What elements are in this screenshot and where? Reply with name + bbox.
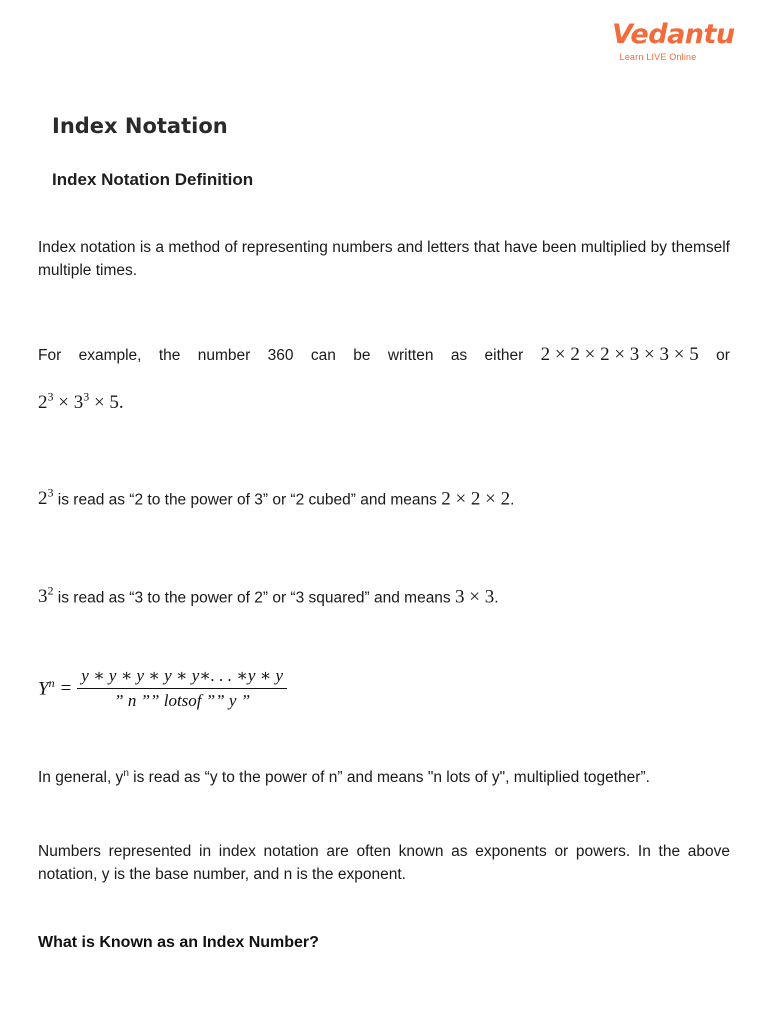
fraction-denominator: ” n ”” lotsof ”” y ”	[114, 691, 251, 710]
vedantu-logo[interactable]	[612, 19, 735, 62]
cubed-line: $2^3$ is read as “2 to the power of 3” or “2 cubed” and means 2 × 2 × 2.	[38, 486, 515, 510]
page-title: Index Notation	[52, 114, 228, 138]
definition-paragraph: Index notation is a method of representing numbers and letters that have been multiplied by themself multiple times.	[38, 239, 730, 279]
squared-line: $3^2$ is read as “3 to the power of 2” or “3 squared” and means 3 × 3.	[38, 584, 499, 608]
exponents-paragraph: Numbers represented in index notation are often known as exponents or powers. In the above notation, y is the base number, and n is the exponent.	[38, 843, 730, 883]
fraction-numerator: y ∗ y ∗ y ∗ y ∗ y∗. . . ∗y ∗ y	[77, 666, 287, 689]
cubed-expression: 2 × 2 × 2	[441, 488, 511, 510]
general-formula: $Y^n$ = $\frac{y ∗ y ∗ y ∗ y ∗ y∗. . . ∗y ∗ y}{\text{” n ”” lotsof ”” y ”}}$	[38, 666, 287, 711]
example-line-1: For example, the number 360 can be written as either 2 × 2 × 2 × 3 × 3 × 5 or	[38, 344, 730, 365]
product-expression: 2 × 2 × 2 × 3 × 3 × 5	[540, 344, 699, 365]
logo-tagline: Learn LIVE Online	[619, 52, 697, 62]
cubed-power: $2^3$	[38, 486, 54, 510]
example-line-2	[38, 390, 730, 414]
general-paragraph: In general, $y^n$ is read as “y to the power of n” and means "n lots of y", multiplied together”.	[38, 768, 650, 787]
power-expression: $2^3 \times 3^3 \times 5$.	[38, 390, 124, 414]
logo-wordmark: Vedantu	[612, 19, 735, 50]
section-heading-index-number: What is Known as an Index Number?	[38, 934, 319, 951]
squared-expression: 3 × 3	[455, 586, 495, 608]
formula-fraction	[77, 666, 287, 711]
section-heading: Index Notation Definition	[52, 170, 254, 189]
squared-power: $3^2$	[38, 584, 54, 608]
formula-lhs: $Y^n$	[38, 676, 55, 700]
